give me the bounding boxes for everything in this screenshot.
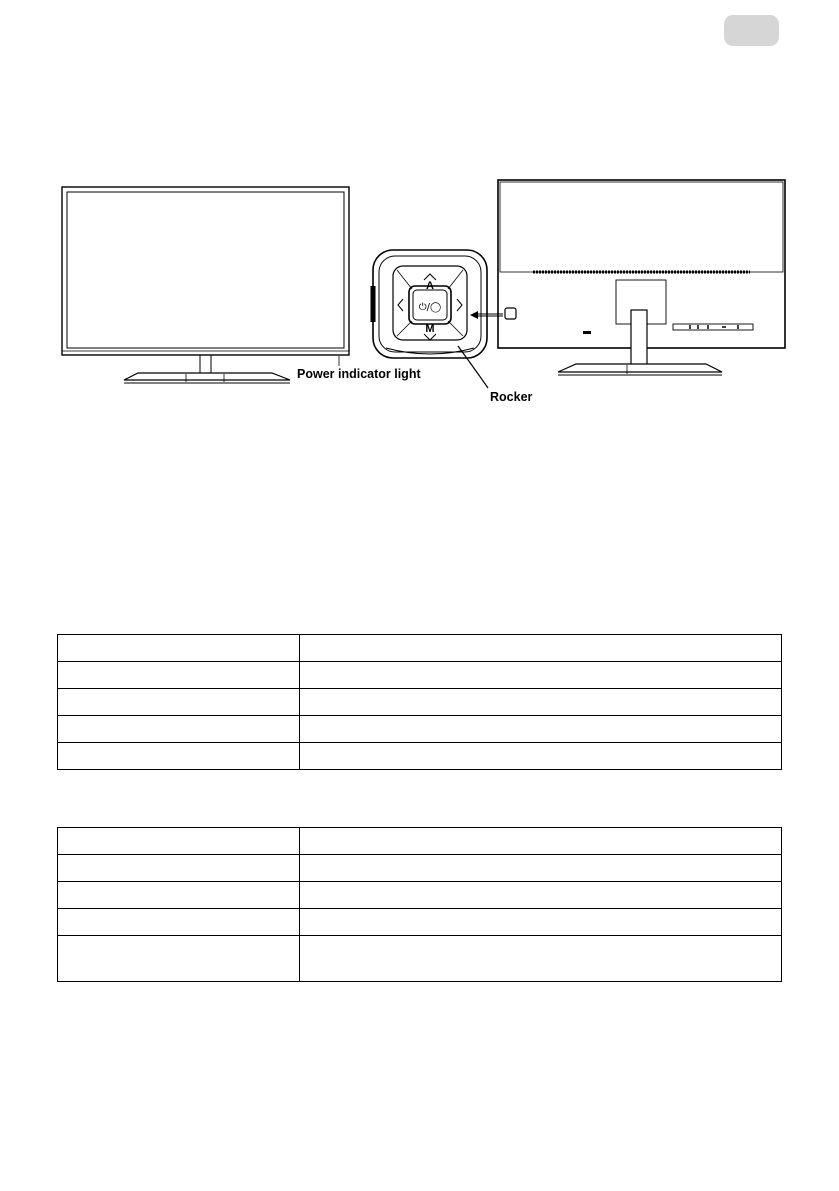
table-row	[58, 662, 782, 689]
rocker-callout: Rocker	[490, 390, 533, 404]
table-cell-value	[300, 828, 782, 855]
rocker-power-label: ⏻/◯	[418, 302, 442, 313]
power-indicator-callout: Power indicator light	[297, 367, 421, 381]
table-row	[58, 689, 782, 716]
table-cell-value	[300, 936, 782, 982]
table-cell-key	[58, 743, 300, 770]
table-cell-value	[300, 689, 782, 716]
table-row	[58, 743, 782, 770]
table-row	[58, 909, 782, 936]
monitor-front-view	[62, 187, 349, 383]
table-cell-key	[58, 689, 300, 716]
table-cell-key	[58, 662, 300, 689]
table-row	[58, 716, 782, 743]
table-cell-value	[300, 743, 782, 770]
table-row	[58, 855, 782, 882]
table-cell-value	[300, 909, 782, 936]
table-cell-value	[300, 635, 782, 662]
table-cell-key	[58, 882, 300, 909]
monitor-back-view	[498, 180, 785, 375]
table-row	[58, 635, 782, 662]
table-cell-key	[58, 828, 300, 855]
table-row	[58, 882, 782, 909]
spec-table-1	[57, 634, 782, 770]
table-cell-key	[58, 855, 300, 882]
table-cell-key	[58, 716, 300, 743]
table-cell-value	[300, 716, 782, 743]
table-cell-key	[58, 936, 300, 982]
rocker-up-label: A	[426, 280, 434, 292]
spec-table-2	[57, 827, 782, 982]
table-cell-key	[58, 909, 300, 936]
rocker-down-label: M	[425, 323, 435, 335]
table-row	[58, 828, 782, 855]
table-cell-value	[300, 662, 782, 689]
table-cell-value	[300, 882, 782, 909]
table-row	[58, 936, 782, 982]
table-cell-value	[300, 855, 782, 882]
table-cell-key	[58, 635, 300, 662]
